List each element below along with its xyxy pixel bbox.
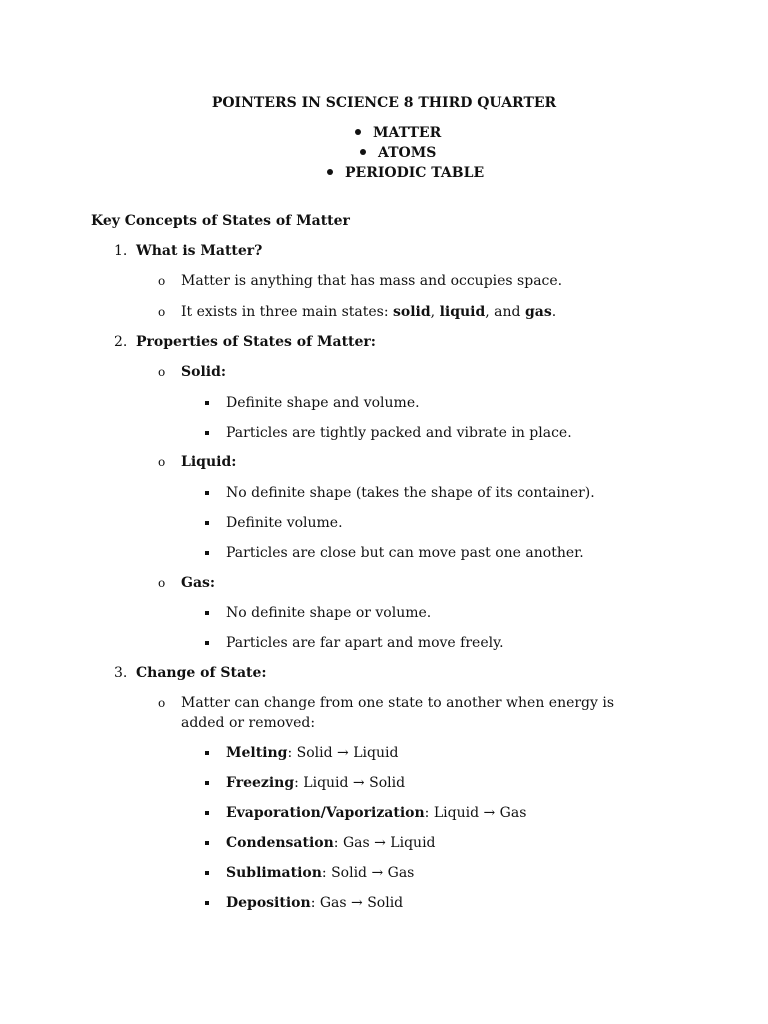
bullet-icon: [327, 169, 333, 175]
state-label-liquid: Liquid:: [181, 454, 237, 470]
list-number: 3.: [114, 665, 128, 681]
list-item: Particles are far apart and move freely.: [226, 635, 504, 651]
square-bullet-icon: [205, 901, 209, 905]
term-liquid: liquid: [439, 304, 486, 320]
item-heading: Change of State:: [136, 665, 267, 681]
square-bullet-icon: [205, 551, 209, 555]
square-bullet-icon: [205, 521, 209, 525]
process-item: Evaporation/Vaporization: Liquid → Gas: [226, 805, 527, 821]
list-item: Matter can change from one state to another when energy is added or removed:: [181, 695, 615, 731]
sub-bullet-icon: o: [158, 305, 166, 319]
process-item: Condensation: Gas → Liquid: [226, 835, 436, 851]
document-title: POINTERS IN SCIENCE 8 THIRD QUARTER: [211, 95, 557, 111]
bullet-icon: [355, 129, 361, 135]
sub-bullet-icon: o: [158, 455, 166, 469]
term-gas: gas: [524, 304, 552, 320]
list-number: 1.: [114, 243, 128, 259]
square-bullet-icon: [205, 431, 209, 435]
term-solid: solid: [393, 304, 431, 320]
process-item: Deposition: Gas → Solid: [226, 895, 404, 911]
process-item: Freezing: Liquid → Solid: [226, 775, 406, 791]
list-number: 2.: [114, 334, 128, 350]
square-bullet-icon: [205, 401, 209, 405]
square-bullet-icon: [205, 611, 209, 615]
sub-bullet-icon: o: [158, 365, 166, 379]
topic-item: ATOMS: [360, 143, 436, 163]
process-item: Melting: Solid → Liquid: [226, 745, 399, 761]
square-bullet-icon: [205, 841, 209, 845]
process-item: Sublimation: Solid → Gas: [226, 865, 415, 881]
square-bullet-icon: [205, 871, 209, 875]
square-bullet-icon: [205, 781, 209, 785]
topic-item: MATTER: [355, 123, 441, 143]
sub-bullet-icon: o: [158, 274, 166, 288]
item-heading: Properties of States of Matter:: [136, 334, 376, 350]
list-item: No definite shape (takes the shape of its container).: [226, 485, 595, 501]
section-heading: Key Concepts of States of Matter: [91, 213, 350, 229]
item-heading: What is Matter?: [136, 243, 263, 259]
list-item: Definite volume.: [226, 515, 343, 531]
square-bullet-icon: [205, 751, 209, 755]
sub-bullet-icon: o: [158, 696, 166, 710]
square-bullet-icon: [205, 491, 209, 495]
list-item: No definite shape or volume.: [226, 605, 432, 621]
state-label-solid: Solid:: [181, 364, 227, 380]
topic-item: PERIODIC TABLE: [327, 163, 484, 183]
square-bullet-icon: [205, 811, 209, 815]
sub-bullet-icon: o: [158, 576, 166, 590]
list-item: Matter is anything that has mass and occupies space.: [181, 273, 563, 289]
square-bullet-icon: [205, 641, 209, 645]
bullet-icon: [360, 149, 366, 155]
state-label-gas: Gas:: [181, 575, 216, 591]
list-item: It exists in three main states: solid, liquid, and gas.: [181, 304, 557, 320]
list-item: Particles are close but can move past one another.: [226, 545, 584, 561]
list-item: Particles are tightly packed and vibrate in place.: [226, 425, 572, 441]
list-item: Definite shape and volume.: [226, 395, 420, 411]
